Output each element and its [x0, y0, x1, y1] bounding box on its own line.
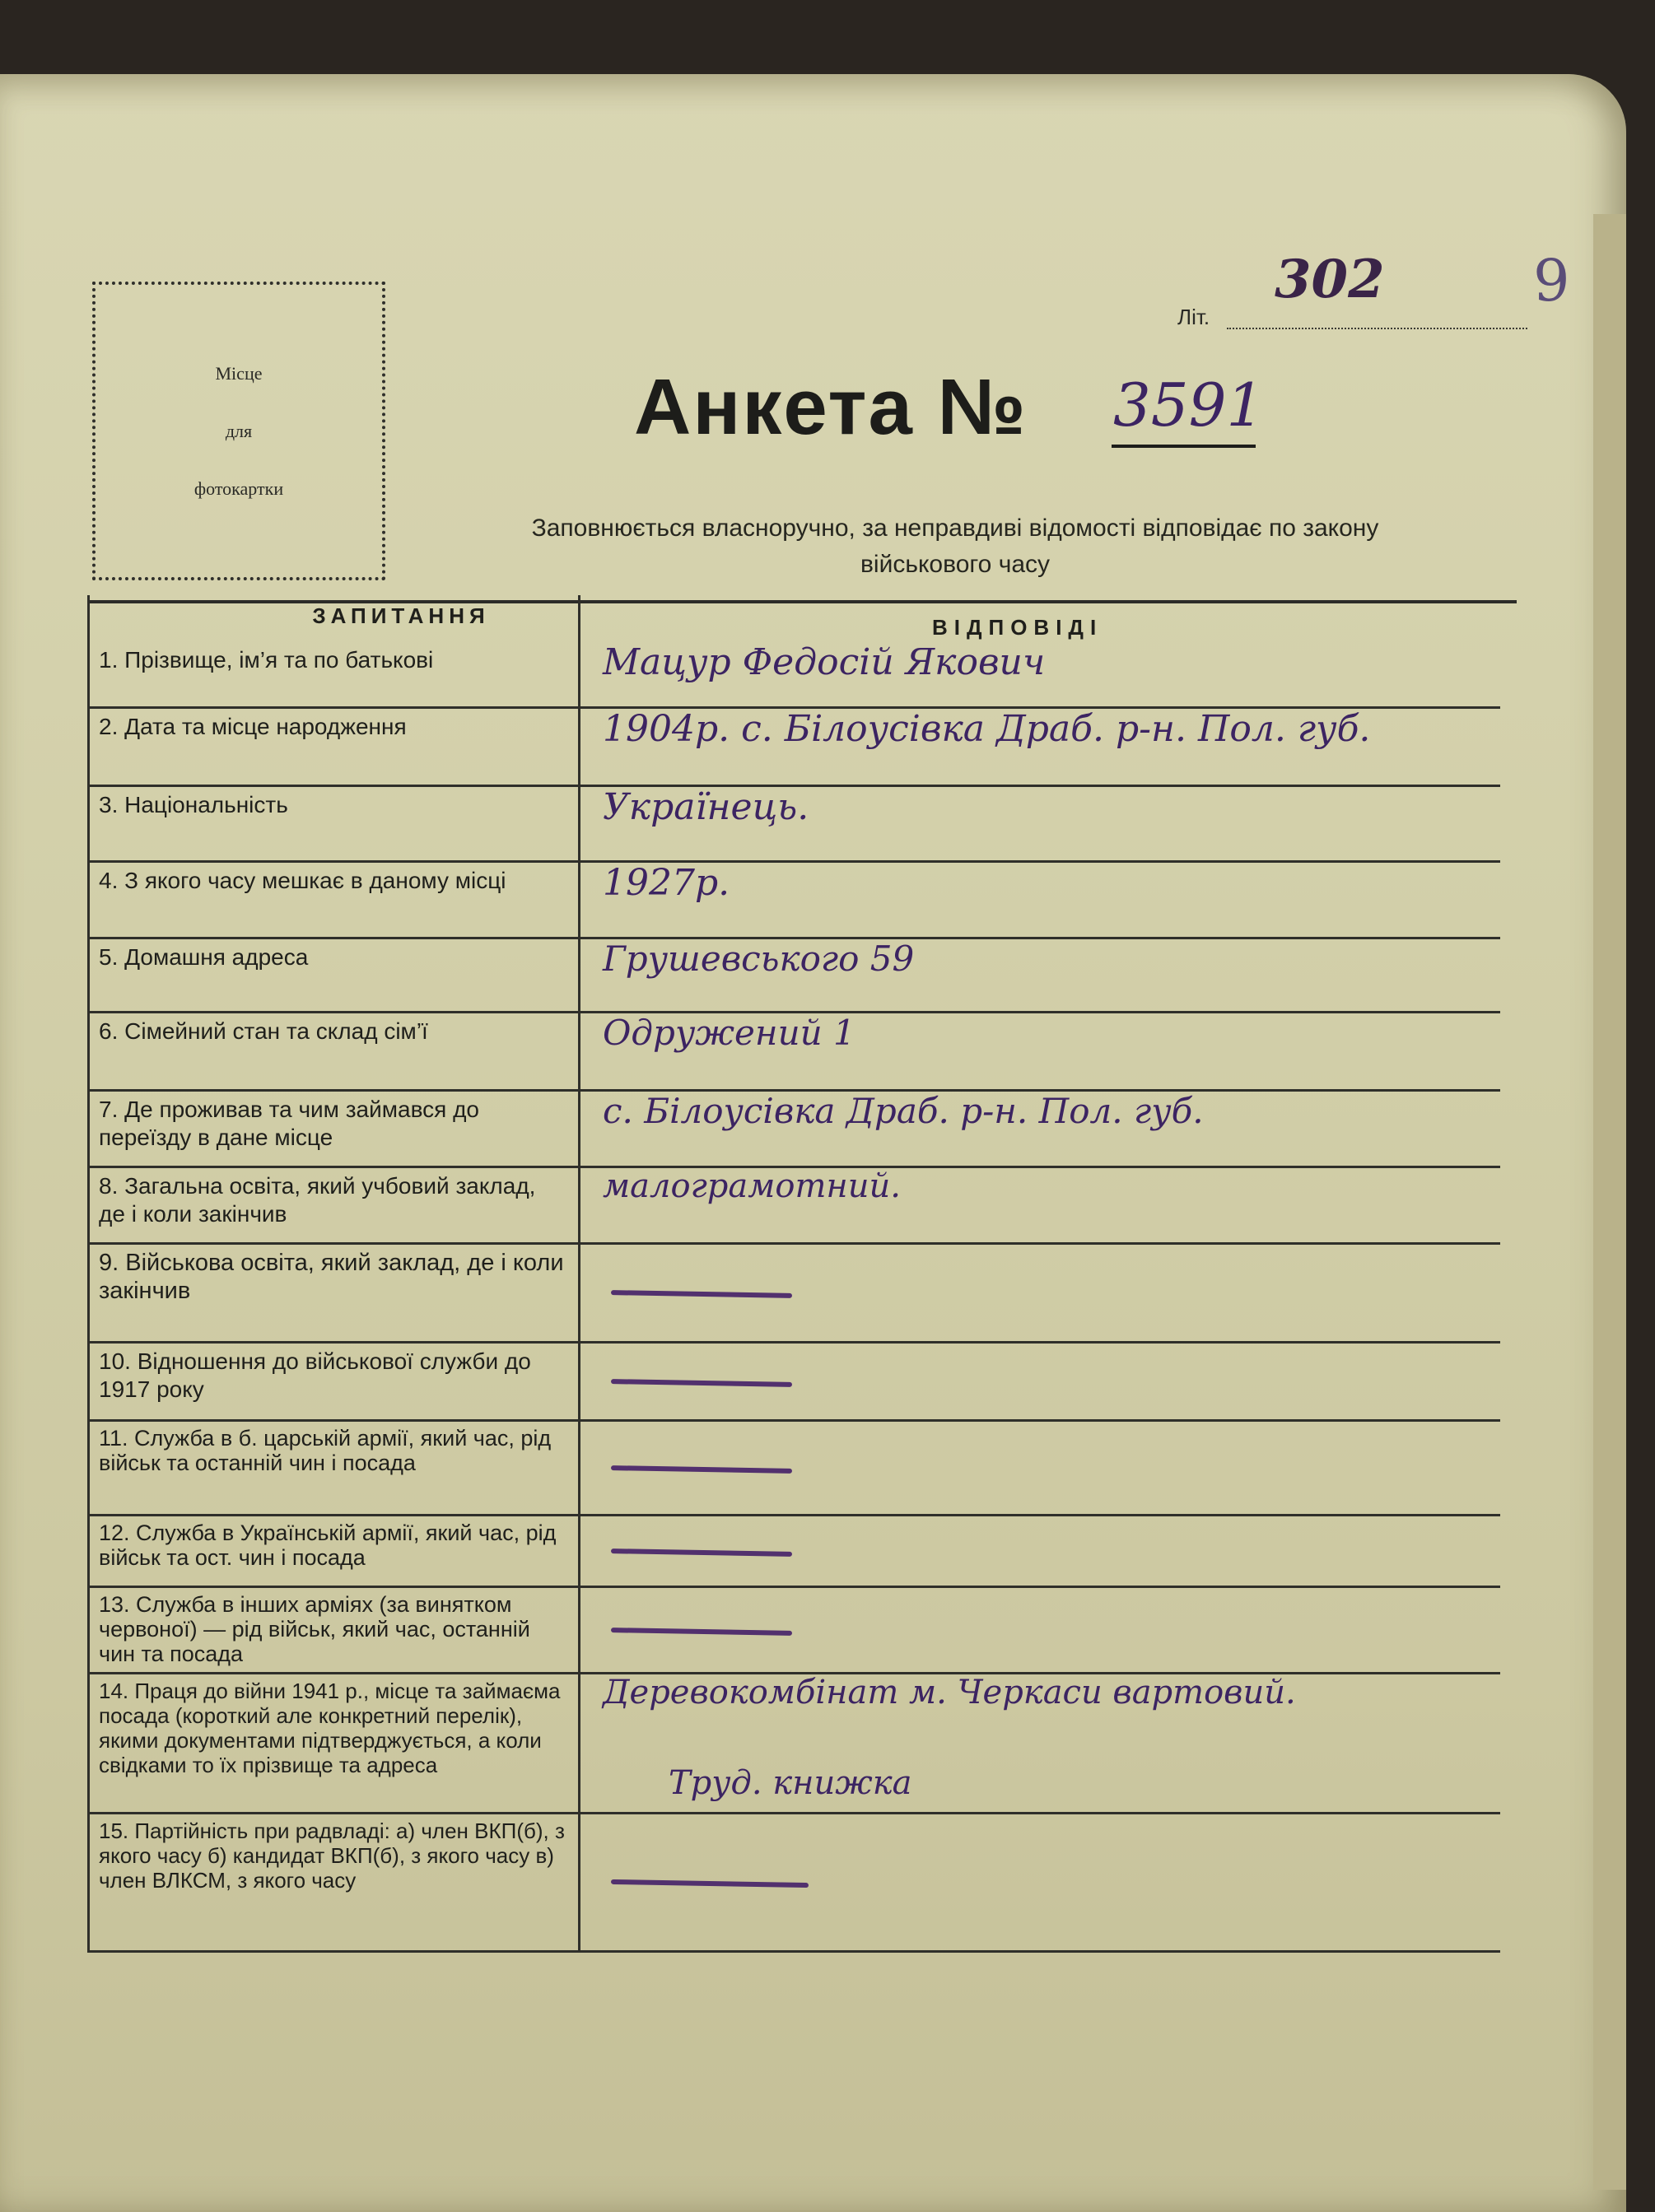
- question-5: 5. Домашня адреса: [99, 944, 309, 970]
- answer-7: с. Білоусівка Драб. р-н. Пол. губ.: [603, 1091, 1204, 1131]
- answer-3: Українець.: [603, 786, 809, 828]
- subtitle-line2: військового часу: [860, 551, 1051, 578]
- answer-5: Грушевського 59: [603, 938, 915, 979]
- answer-12-dash: [611, 1548, 792, 1557]
- photo-label-line3: фотокартки: [193, 477, 284, 499]
- question-9: 9. Військова освіта, який заклад, де і коли закінчив: [99, 1250, 564, 1304]
- row-rule: [87, 1242, 1500, 1245]
- lit-line: [1227, 328, 1527, 329]
- answer-14: Деревокомбінат м. Черкаси вартовий.: [603, 1674, 1296, 1711]
- row-rule: [87, 1950, 1500, 1953]
- answer-6: Одружений 1: [603, 1013, 855, 1053]
- photo-label-line2: для: [225, 420, 253, 441]
- row-rule: [87, 1514, 1500, 1516]
- questions-header: ЗАПИТАННЯ: [312, 603, 490, 628]
- form-subtitle: [395, 510, 1515, 583]
- photo-placeholder-box: [92, 282, 385, 580]
- answer-8: малограмотний.: [603, 1167, 901, 1205]
- question-2: 2. Дата та місце народження: [99, 714, 407, 739]
- question-4: 4. З якого часу мешкає в даному місці: [99, 868, 506, 893]
- question-8: 8. Загальна освіта, який учбовий заклад, де і коли закінчив: [99, 1173, 536, 1227]
- row-rule: [87, 860, 1500, 863]
- answer-15-dash: [611, 1879, 809, 1888]
- answer-2: 1904р. с. Білоусівка Драб. р-н. Пол. губ.: [603, 708, 1371, 750]
- row-rule: [87, 1419, 1500, 1422]
- page-edge: [1593, 214, 1626, 2190]
- photo-label-line1: Місце: [215, 362, 263, 384]
- answers-header: ВІДПОВІДІ: [932, 615, 1103, 640]
- question-13: 13. Служба в інших арміях (за винятком червоної) — рід військ, який час, останній чин та посада: [99, 1592, 530, 1666]
- lit-label: Літ.: [1177, 305, 1210, 329]
- answer-14-note: Труд. книжка: [669, 1764, 912, 1802]
- answer-11-dash: [611, 1465, 792, 1474]
- question-10: 10. Відношення до військової служби до 1917 року: [99, 1348, 531, 1402]
- answer-4: 1927р.: [603, 862, 730, 904]
- row-rule: [87, 1341, 1500, 1343]
- answer-9-dash: [611, 1290, 792, 1298]
- answer-13-dash: [611, 1628, 792, 1636]
- row-rule: [87, 1586, 1500, 1588]
- table-left-edge: [87, 595, 90, 1950]
- form-number: 3591: [1113, 370, 1265, 440]
- question-15: 15. Партійність при радвладі: а) член ВКП(б), з якого часу б) кандидат ВКП(б), з якого часу в) член ВЛКСМ, з якого часу: [99, 1818, 565, 1893]
- subtitle-line1: Заповнюється власноручно, за неправдиві відомості відповідає по закону: [531, 515, 1379, 542]
- lit-number: 302: [1275, 249, 1385, 310]
- question-7: 7. Де проживав та чим займався до переїзду в дане місце: [99, 1097, 479, 1150]
- sheet-number: 9: [1533, 247, 1570, 314]
- form-number-underline: [1112, 445, 1256, 448]
- question-14: 14. Праця до війни 1941 р., місце та займаєма посада (короткий але конкретний перелік), якими документами підтверджується, а коли свідками то їх прізвище та адреса: [99, 1679, 561, 1777]
- form-title: Анкета №: [634, 363, 1028, 451]
- column-divider: [578, 595, 580, 1950]
- row-rule: [87, 1812, 1500, 1814]
- answer-1: Мацур Федосій Якович: [603, 641, 1046, 683]
- questionnaire-table: [68, 595, 1517, 2102]
- question-6: 6. Сімейний стан та склад сім’ї: [99, 1018, 428, 1044]
- answer-10-dash: [611, 1379, 792, 1387]
- question-3: 3. Національність: [99, 792, 288, 817]
- question-1: 1. Прізвище, ім’я та по батькові: [99, 647, 434, 673]
- question-12: 12. Служба в Українській армії, який час, рід військ та ост. чин і посада: [99, 1520, 557, 1570]
- question-11: 11. Служба в б. царській армії, який час, рід військ та останній чин і посада: [99, 1426, 552, 1475]
- document-page: [0, 74, 1626, 2212]
